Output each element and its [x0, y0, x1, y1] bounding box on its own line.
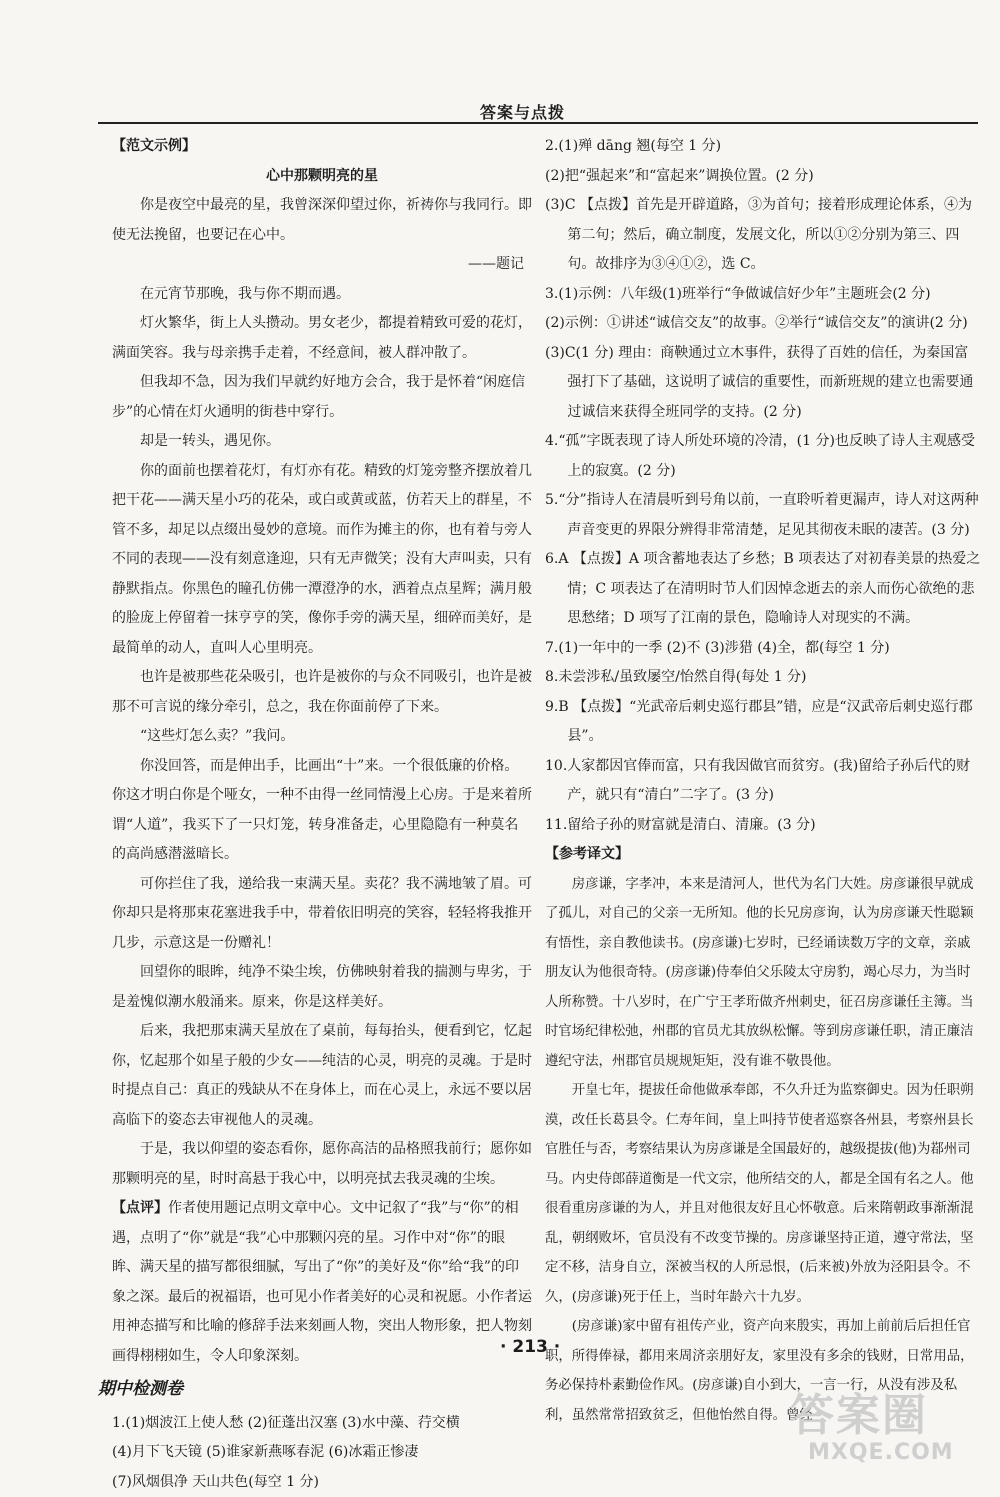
essay-paragraph: 但我却不急，因为我们早就约好地方会合，我于是怀着“闲庭信步”的心情在灯火通明的街巷中穿行。: [112, 368, 532, 427]
left-column: [112, 132, 532, 1497]
page-header: [0, 0, 1000, 130]
answer-list-right: [545, 132, 982, 840]
essay-paragraph: 灯火繁华，街上人头攒动。男女老少，都提着精致可爱的花灯，满面笑容。我与母亲携手走着，不经意间，被人群冲散了。: [112, 309, 532, 368]
comment-paragraph: [112, 1194, 532, 1371]
watermark-logo: [790, 1392, 1000, 1471]
translation-paragraph: (房彦谦)家中留有祖传产业，资产向来殷实，再加上前前后后担任官职，所得俸禄，都用来周济亲朋好友，家里没有多余的钱财，日常用品，务必保持朴素勤俭作风。(房彦谦)自小到大，一言一行，从没有涉及私利，虽然常常招致贫乏，但他怡然自得。曾经: [545, 1312, 982, 1430]
answer-item: (7)风烟俱净 天山共色(每空 1 分): [112, 1468, 532, 1497]
answer-item: (4)月下飞天镜 (5)谁家新燕啄春泥 (6)冰霜正惨凄: [112, 1438, 532, 1468]
answer-item: 2.(1)殚 dāng 翘(每空 1 分): [545, 132, 982, 162]
essay-paragraph: 后来，我把那束满天星放在了桌前，每每抬头，便看到它，忆起你，忆起那个如星子般的少女——纯洁的心灵，明亮的灵魂。于是时时提点自己：真正的残缺从不在身体上，而在心灵上，永远不要以居高临下的姿态去审视他人的灵魂。: [112, 1017, 532, 1135]
sample-essay-tag: 【范文示例】: [112, 132, 532, 162]
right-column: [545, 132, 982, 1430]
answer-item: 4.“孤”字既表现了诗人所处环境的冷清，(1 分)也反映了诗人主观感受上的寂寞。(2 分): [545, 427, 982, 486]
answer-item: 8.未尝涉私/虽致屡空/怡然自得(每处 1 分): [545, 663, 982, 693]
page-number: · 213 ·: [500, 1337, 560, 1357]
epigraph-signature: ——题记: [112, 250, 532, 280]
epigraph-paragraph: 你是夜空中最亮的星，我曾深深仰望过你，祈祷你与我同行。即使无法挽留，也要记在心中。: [112, 191, 532, 250]
essay-title: 心中那颗明亮的星: [112, 162, 532, 192]
answer-item: 11.留给子孙的财富就是清白、清廉。(3 分): [545, 811, 982, 841]
translation-tag: 【参考译文】: [545, 840, 982, 870]
header-divider: [98, 122, 978, 124]
essay-paragraph: 却是一转头，遇见你。: [112, 427, 532, 457]
essay-paragraph: 在元宵节那晚，我与你不期而遇。: [112, 280, 532, 310]
essay-paragraph: 你没回答，而是伸出手，比画出“十”来。一个很低廉的价格。你这才明白你是个哑女，一种不由得一丝同情漫上心房。于是来着所谓“人道”，我买下了一只灯笼，转身准备走，心里隐隐有一种莫名的高尚感潜滋暗长。: [112, 752, 532, 870]
essay-paragraph: 可你拦住了我，递给我一束满天星。卖花？我不满地皱了眉。可你却只是将那束花塞进我手中，带着依旧明亮的笑容，轻轻将我推开几步，示意这是一份赠礼！: [112, 870, 532, 959]
answer-item: 5.“分”指诗人在清晨听到号角以前，一直聆听着更漏声，诗人对这两种声音变更的界限分辨得非常清楚，足见其彻夜未眠的凄苦。(3 分): [545, 486, 982, 545]
essay-paragraph: 你的面前也摆着花灯，有灯亦有花。精致的灯笼旁整齐摆放着几把干花——满天星小巧的花朵，或白或黄或蓝，仿若天上的群星，不管不多，却足以点缀出曼妙的意境。而作为摊主的你，也有着与旁人不同的表现——没有刻意逢迎，只有无声微笑；没有大声叫卖，只有静默指点。你黑色的瞳孔仿佛一潭澄净的水，洒着点点星辉；满月般的脸庞上停留着一抹亨亨的笑，像你手旁的满天星，细碎而美好，是最简单的动人，直叫人心里明亮。: [112, 457, 532, 664]
answer-item: 6.A 【点拨】A 项含蓄地表达了乡愁；B 项表达了对初春美景的热爱之情；C 项表达了在清明时节人们因悼念逝去的亲人而伤心欲绝的悲思愁绪；D 项写了江南的景色，隐喻诗人对现实的不满。: [545, 545, 982, 634]
translation-paragraph: 房彦谦，字孝冲，本来是清河人，世代为名门大姓。房彦谦很早就成了孤儿，对自己的父亲一无所知。他的长兄房彦询，认为房彦谦天性聪颖有悟性，亲自教他读书。(房彦谦)七岁时，已经诵读数万字的文章，亲戚朋友认为他很奇特。(房彦谦)侍奉伯父乐陵太守房豹，竭心尽力，为当时人所称赞。十八岁时，在广宁王孝珩做齐州刺史，征召房彦谦任主簿。当时官场纪律松弛，州郡的官员尤其放纵松懈。等到房彦谦任职，清正廉洁遵纪守法，州郡官员规规矩矩，没有谁不敬畏他。: [545, 870, 982, 1077]
answer-item: 9.B 【点拨】“光武帝后刺史巡行郡县”错，应是“汉武帝后刺史巡行郡县”。: [545, 693, 982, 752]
answer-item: (2)示例：①讲述“诚信交友”的故事。②举行“诚信交友”的演讲(2 分): [545, 309, 982, 339]
translation-paragraph: 开皇七年，提拔任命他做承奉郎，不久升迁为监察御史。因为任职朔漠，改任长葛县令。仁寿年间，皇上叫持节使者巡察各州县，考察州县长官胜任与否，考察结果认为房彦谦是全国最好的，越级提拔(他)为鄀州司马。内史侍郎薛道衡是一代文宗，他所结交的人，都是全国有名之人。他很看重房彦谦的为人，并且对他很友好且心怀敬意。后来隋朝政事渐渐混乱，朝纲败坏，官员没有不改变节操的。房彦谦坚持正道，遵守常法，坚定不移，洁身自立，深被当权的人所忌恨，(后来被)外放为泾阳县令。不久，(房彦谦)死于任上，当时年龄六十九岁。: [545, 1076, 982, 1312]
watermark-text: 答案圈: [790, 1392, 1000, 1440]
answer-item: (3)C(1 分) 理由：商鞅通过立木事件，获得了百姓的信任，为秦国富强打下了基础，这说明了诚信的重要性，而新班规的建立也需要通过诚信来获得全班同学的支持。(2 分): [545, 339, 982, 428]
header-title: 答案与点拨: [480, 100, 565, 123]
essay-body: [112, 280, 532, 1195]
answer-list-left: [112, 1409, 532, 1497]
watermark-url: MXQE.COM: [790, 1440, 1000, 1466]
essay-paragraph: 回望你的眼眸，纯净不染尘埃，仿佛映射着我的揣测与卑劣，于是羞愧似潮水般涌来。原来，你是这样美好。: [112, 958, 532, 1017]
section-heading: 期中检测卷: [98, 1375, 532, 1405]
answer-item: (2)把“强起来”和“富起来”调换位置。(2 分): [545, 162, 982, 192]
translation-body: [545, 870, 982, 1431]
answer-item: 7.(1)一年中的一季 (2)不 (3)涉猎 (4)全，都(每空 1 分): [545, 634, 982, 664]
essay-paragraph: 也许是被那些花朵吸引，也许是被你的与众不同吸引，也许是被那不可言说的缘分牵引，总之，我在你面前停了下来。: [112, 663, 532, 722]
answer-item: 3.(1)示例：八年级(1)班举行“争做诚信好少年”主题班会(2 分): [545, 280, 982, 310]
answer-item: 1.(1)烟波江上使人愁 (2)征蓬出汉塞 (3)水中藻、荇交横: [112, 1409, 532, 1439]
essay-paragraph: 于是，我以仰望的姿态看你，愿你高洁的品格照我前行；愿你如那颗明亮的星，时时高悬于我心中，以明亮拭去我灵魂的尘埃。: [112, 1135, 532, 1194]
comment-tag: 【点评】: [112, 1200, 168, 1216]
answer-item: 10.人家都因官俸而富，只有我因做官而贫穷。(我)留给子孙后代的财产，就只有“清白”二字了。(3 分): [545, 752, 982, 811]
essay-paragraph: “这些灯怎么卖？”我问。: [112, 722, 532, 752]
answer-item: (3)C 【点拨】首先是开辟道路，③为首句；接着形成理论体系，④为第二句；然后，确立制度，发展文化，所以①②分别为第三、四句。故排序为③④①②，选 C。: [545, 191, 982, 280]
comment-text: 作者使用题记点明文章中心。文中记叙了“我”与“你”的相遇，点明了“你”就是“我”心中那颗闪亮的星。习作中对“你”的眼眸、满天星的描写都很细腻，写出了“你”的美好及“你”给“我”的印象之深。最后的祝福语，也可见小作者美好的心灵和祝愿。小作者运用神态描写和比喻的修辞手法来刻画人物，突出人物形象，把人物刻画得栩栩如生，令人印象深刻。: [112, 1200, 532, 1364]
